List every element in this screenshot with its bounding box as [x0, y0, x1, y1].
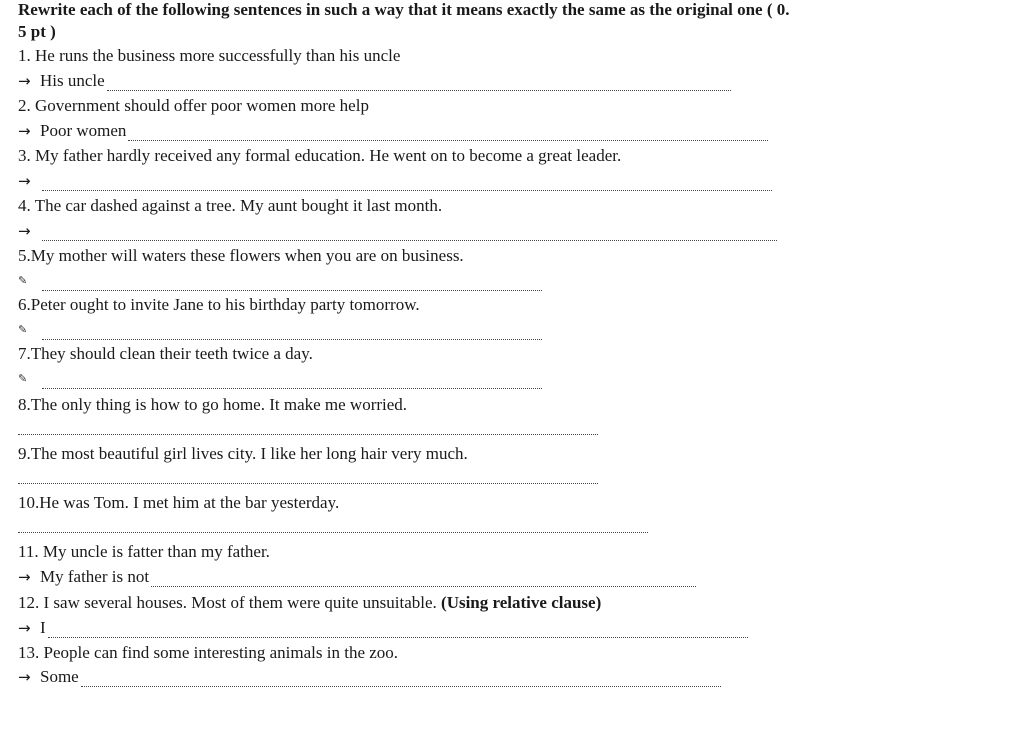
question-12-text: 12. I saw several houses. Most of them were quite unsuitable.	[18, 593, 437, 612]
answer-blank-4[interactable]	[42, 226, 777, 241]
question-9: 9.The most beautiful girl lives city. I like her long hair very much.	[18, 444, 468, 463]
answer-prefix-11: My father is not	[40, 567, 150, 586]
pencil-icon: ✎	[18, 373, 28, 385]
answer-line-7	[18, 369, 1014, 389]
answer-blank-9[interactable]	[18, 469, 598, 484]
answer-prefix-12: I	[40, 618, 46, 637]
answer-blank-8[interactable]	[18, 420, 598, 435]
answer-line-6	[18, 320, 1014, 340]
answer-line-9	[18, 469, 1014, 484]
pencil-icon: ✎	[18, 324, 28, 336]
answer-blank-10[interactable]	[18, 518, 648, 533]
question-12	[18, 593, 1014, 613]
answer-blank-5[interactable]	[42, 276, 542, 291]
question-13: 13. People can find some interesting animals in the zoo.	[18, 643, 399, 662]
arrow-icon: →	[18, 122, 31, 140]
question-11: 11. My uncle is fatter than my father.	[18, 542, 270, 561]
answer-blank-12[interactable]	[48, 623, 748, 638]
answer-line-1	[18, 71, 1014, 91]
question-5: 5.My mother will waters these flowers when you are on business.	[18, 246, 464, 265]
answer-prefix-13: Some	[40, 667, 79, 686]
answer-blank-13[interactable]	[81, 672, 721, 687]
answer-line-11	[18, 567, 1014, 587]
answer-blank-2[interactable]	[128, 126, 768, 141]
pencil-icon: ✎	[18, 275, 28, 287]
arrow-icon: →	[18, 568, 31, 586]
answer-blank-7[interactable]	[42, 374, 542, 389]
arrow-icon: →	[18, 172, 31, 190]
answer-line-12	[18, 618, 1014, 638]
answer-blank-6[interactable]	[42, 325, 542, 340]
arrow-icon: →	[18, 619, 31, 637]
question-2: 2. Government should offer poor women more help	[18, 96, 369, 115]
answer-line-2	[18, 121, 1014, 141]
answer-blank-11[interactable]	[151, 572, 696, 587]
answer-line-4	[18, 221, 1014, 241]
answer-prefix-1: His uncle	[40, 71, 105, 90]
answer-line-8	[18, 420, 1014, 435]
question-3: 3. My father hardly received any formal education. He went on to become a great leader.	[18, 146, 622, 165]
question-6: 6.Peter ought to invite Jane to his birthday party tomorrow.	[18, 295, 420, 314]
answer-line-13	[18, 667, 1014, 687]
answer-line-10	[18, 518, 1014, 533]
arrow-icon: →	[18, 72, 31, 90]
arrow-icon: →	[18, 668, 31, 686]
instructions-line-2: 5 pt )	[18, 22, 56, 41]
answer-line-3	[18, 171, 1014, 191]
question-12-note: (Using relative clause)	[436, 593, 602, 612]
answer-blank-3[interactable]	[42, 176, 772, 191]
question-7: 7.They should clean their teeth twice a day.	[18, 344, 313, 363]
answer-line-5	[18, 271, 1014, 291]
answer-prefix-2: Poor women	[40, 121, 127, 140]
question-4: 4. The car dashed against a tree. My aunt bought it last month.	[18, 196, 443, 215]
question-10: 10.He was Tom. I met him at the bar yesterday.	[18, 493, 340, 512]
instructions-line-1: Rewrite each of the following sentences in such a way that it means exactly the same as the original one ( 0.	[18, 0, 790, 19]
question-1: 1. He runs the business more successfully than his uncle	[18, 46, 401, 65]
answer-blank-1[interactable]	[107, 76, 731, 91]
question-8: 8.The only thing is how to go home. It make me worried.	[18, 395, 408, 414]
arrow-icon: →	[18, 222, 31, 240]
